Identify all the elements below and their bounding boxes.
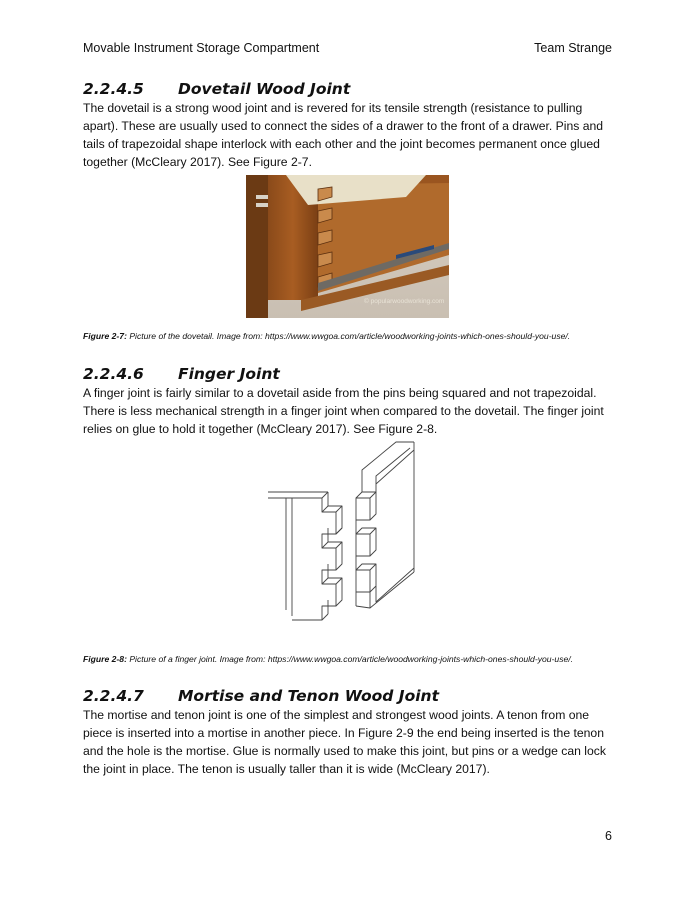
caption-text: Picture of a finger joint. Image from: https://www.wwgoa.com/article/woodworking-joints-which-ones-should-you-use/.	[126, 654, 574, 664]
header-team-name: Team Strange	[534, 41, 612, 55]
figure-caption-dovetail	[83, 330, 618, 343]
section-number: 2.2.4.6	[83, 365, 144, 383]
section-title: Dovetail Wood Joint	[178, 80, 351, 98]
section-heading-dovetail	[83, 80, 350, 98]
section-body-dovetail: The dovetail is a strong wood joint and is revered for its tensile strength (resistance to pulling apart). These are usually used to connect the sides of a drawer to the front of a drawer. Pins and tails of trapezoidal shape interlock with each other and the joint becomes permanent once glued together (McCleary 2017). See Figure 2-7.	[83, 101, 604, 169]
page-number: 6	[605, 829, 612, 843]
section-number: 2.2.4.7	[83, 687, 144, 705]
section-title: Finger Joint	[178, 365, 280, 383]
page-header	[83, 41, 612, 57]
section-body-mortise-tenon: The mortise and tenon joint is one of the simplest and strongest wood joints. A tenon from one piece is inserted into a mortise in another piece. In Figure 2-9 the end being inserted is the tenon and the hole is the mortise. Glue is normally used to make this joint, but pins or a wedge can lock the joint in place. The tenon is usually taller than it is wide (McCleary 2017).	[83, 708, 606, 776]
caption-label: Figure 2-7:	[83, 331, 127, 341]
section-heading-mortise-tenon	[83, 687, 439, 705]
section-heading-finger-joint	[83, 365, 280, 383]
dovetail-drawer-photo	[246, 175, 449, 318]
header-document-title: Movable Instrument Storage Compartment	[83, 41, 320, 55]
photo-watermark: © popularwoodworking.com	[364, 298, 445, 305]
section-number: 2.2.4.5	[83, 80, 144, 98]
section-body-finger-joint: A finger joint is fairly similar to a dovetail aside from the pins being squared and not trapezoidal. There is less mechanical strength in a finger joint when compared to the dovetail. The finger joint relies on glue to hold it together (McCleary 2017). See Figure 2-8.	[83, 386, 604, 436]
caption-label: Figure 2-8:	[83, 654, 127, 664]
section-title: Mortise and Tenon Wood Joint	[178, 687, 439, 705]
finger-joint-line-drawing	[266, 440, 426, 640]
figure-caption-finger-joint	[83, 653, 618, 666]
caption-text: Picture of the dovetail. Image from: https://www.wwgoa.com/article/woodworking-joints-which-ones-should-you-use/.	[126, 331, 571, 341]
